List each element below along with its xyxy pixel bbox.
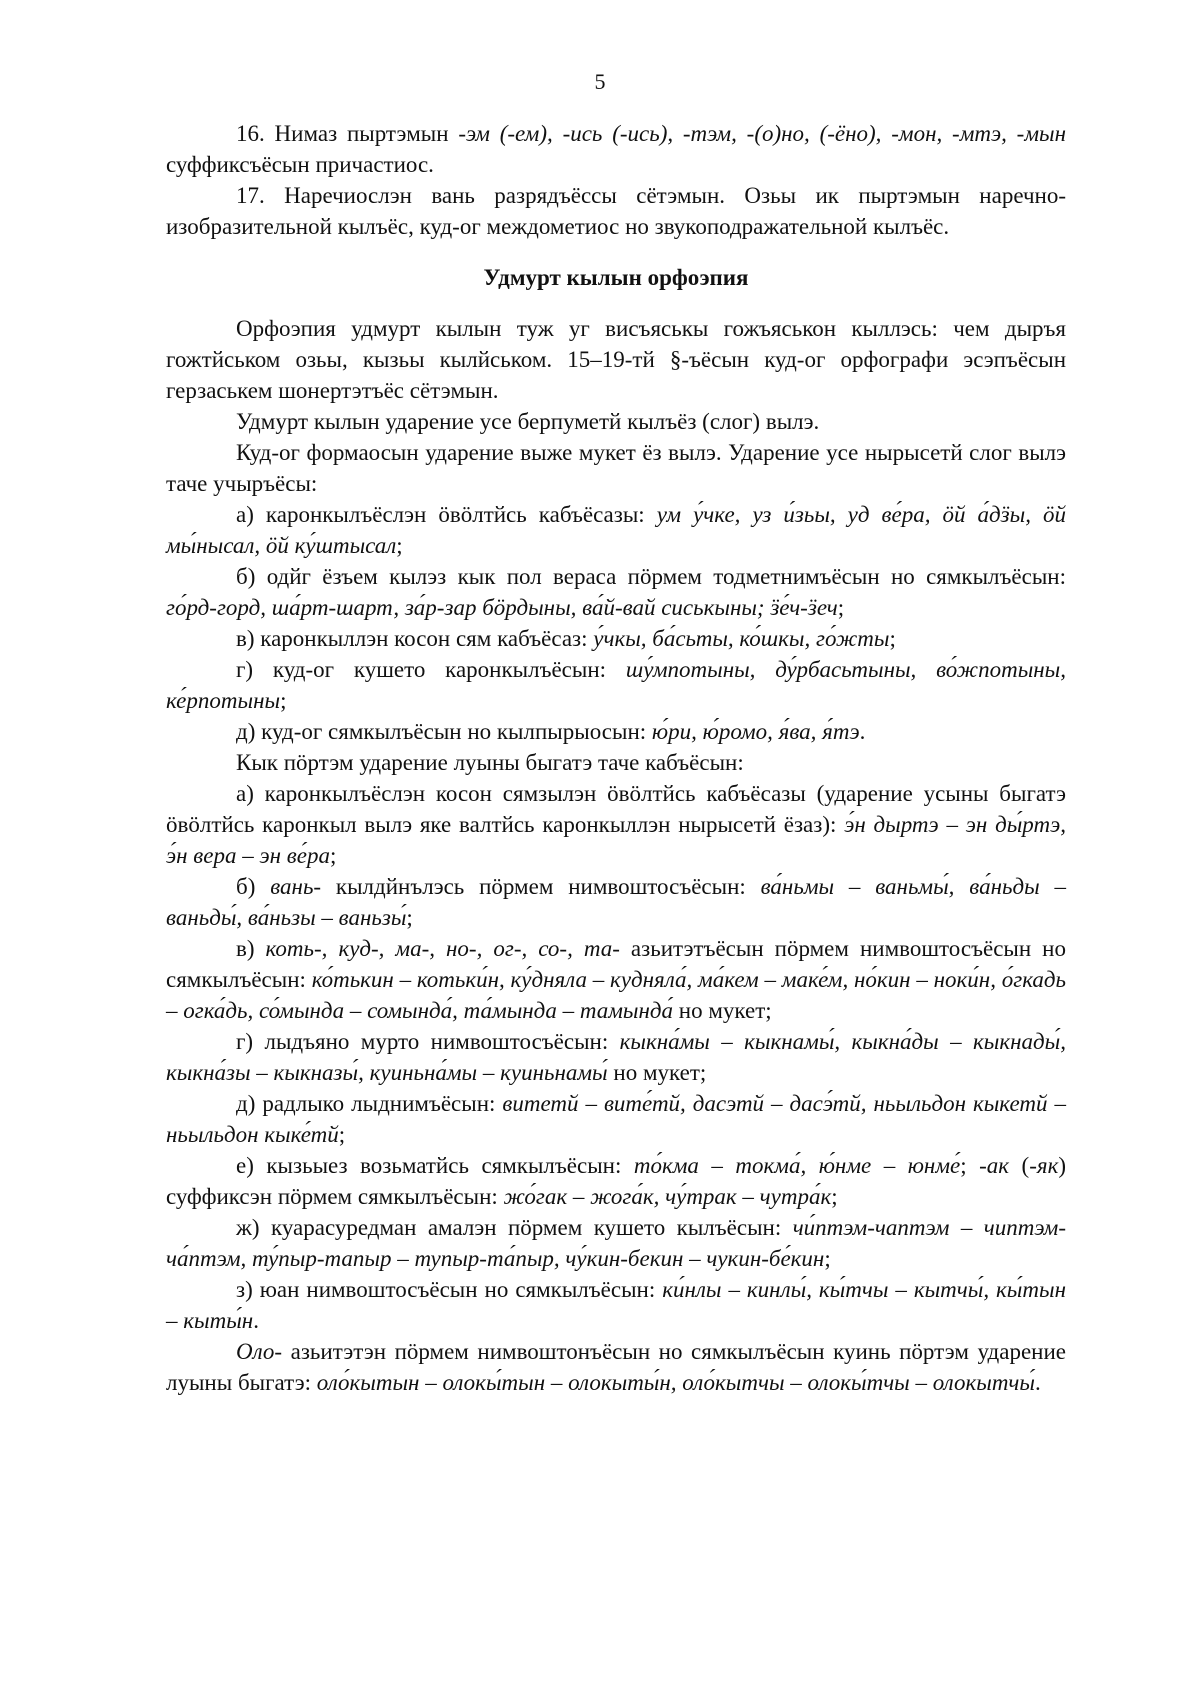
item-tail: но мукет; xyxy=(607,1060,707,1085)
item-lead: в) каронкыллэн косон сям кабъёсаз: xyxy=(236,626,594,651)
item-tail: ; xyxy=(824,1246,831,1271)
item-example: го́рд-горд, ша́рт-шарт, за́р-зар бӧрдыны, ва́й-вай сиськыны; ӟе́ч-ӟеч xyxy=(166,595,838,620)
item-tail: . xyxy=(253,1308,259,1333)
list2-item-b xyxy=(166,871,1066,933)
item-mid-3: ) суффиксэн пӧрмем сямкылъёсын: xyxy=(166,1153,1066,1209)
item-text: Наречиослэн вань разрядъёссы сётэмын. Озьы ик пыртэмын наречно-изобразительной кылъёс, куд-ог междометиос но звукоподражательной кылъёс. xyxy=(166,183,1066,239)
item-example-4: жо́гак – жога́к, чу́трак – чутра́к xyxy=(503,1184,832,1209)
list2-item-d xyxy=(166,1088,1066,1150)
item-number: 17. xyxy=(236,183,265,208)
item-example: ум у́чке, уз и́зьы, уд ве́ра, ӧй а́дӟы, ӧй мы́нысал, ӧй ку́штысал xyxy=(166,502,1066,558)
document-body xyxy=(166,118,1066,1398)
item-tail: суффиксъёсын причастиос. xyxy=(166,152,434,177)
item-tail: . xyxy=(859,719,866,744)
item-prefix: в) xyxy=(236,936,266,961)
item-tail: ; xyxy=(831,1184,838,1209)
item-example: э́н дыртэ – эн ды́ртэ, э́н вера – эн ве́ра xyxy=(166,812,1066,868)
item-number: 16. xyxy=(236,121,265,146)
page-number: 5 xyxy=(594,69,606,94)
item-tail: ; xyxy=(280,688,287,713)
item-lead-example: вань- xyxy=(270,874,322,899)
closing-example: оло́кытын – олокы́тын – олокыты́н, оло́кытчы – олокы́тчы – олокытчы́ xyxy=(316,1370,1035,1395)
item-example: шу́мпотыны, ду́рбасьтыны, во́жпотыны, ке́рпотыны xyxy=(166,657,1067,713)
item-lead: д) куд-ог сямкылъёсын но кылпырыосын: xyxy=(236,719,652,744)
list2-item-v xyxy=(166,933,1066,1026)
list-item-b xyxy=(166,561,1066,623)
item-text: Нимаз пыртэмын xyxy=(264,121,459,146)
item-lead: г) лыдъяно мурто нимвоштосъёсын: xyxy=(236,1029,620,1054)
list-item-d xyxy=(166,716,1066,747)
item-lead: азьитэтъёсын пӧрмем нимвоштосъёсын но сямкылъёсын: xyxy=(166,936,1066,992)
section-heading: Удмурт кылын орфоэпия xyxy=(483,265,749,290)
closing-lead: азьитэтэн пӧрмем нимвоштонъёсын но сямкылъёсын куинь пӧртэм ударение луыны быгатэ: xyxy=(166,1339,1066,1395)
item-lead-example: коть-, куд-, ма-, но-, ог-, со-, та- xyxy=(265,936,620,961)
item-example-2: -ак xyxy=(979,1153,1010,1178)
item-example: ки́нлы – кинлы́, кы́тчы – кытчы́, кы́тын – кыты́н xyxy=(166,1277,1066,1333)
list-item xyxy=(166,118,1066,180)
closing-prefix-example: Оло- xyxy=(236,1339,283,1364)
item-example: витетй – вите́тй, дасэтй – дасэ́тй, ньыльдон кыкетй – ньыльдон кыке́тй xyxy=(166,1091,1066,1147)
closing-tail: . xyxy=(1034,1370,1041,1395)
item-tail: ; xyxy=(396,533,403,558)
item-prefix: б) xyxy=(236,874,271,899)
item-italic: -эм (-ем), -ись (-ись), -тэм, -(о)но, (-ёно), -мон, -мтэ, -мын xyxy=(458,121,1066,146)
item-example: ко́тькин – котьки́н, ку́дняла – кудняла́, ма́кем – маке́м, но́кин – ноки́н, о́гкадь – огка́дь, со́мында – сомында́, та́мында – тамында́ xyxy=(166,967,1066,1023)
item-lead: а) каронкылъёслэн ӧвӧлтйсь кабъёсазы: xyxy=(236,502,657,527)
item-tail: ; xyxy=(889,626,896,651)
item-example: то́кма – токма́, ю́нме – юнме́ xyxy=(633,1153,961,1178)
item-mid: ; xyxy=(960,1153,980,1178)
intro-paragraph: Орфоэпия удмурт кылын туж уг висъяськы гожъяськон кыллэсь: чем дыръя гожтйськом озьы, кызьы кылйськом. 15–19-тй §-ъёсын куд-ог орфографи эсэпъёсын герзаськем шонертэтъёс сётэмын. xyxy=(166,316,1066,403)
item-example: ва́ньмы – ваньмы́, ва́ньды – ваньды́, ва́ньзы – ваньзы́ xyxy=(166,874,1066,930)
item-tail: ; xyxy=(338,1122,346,1147)
closing-paragraph xyxy=(166,1336,1066,1398)
item-lead: ж) куарасуредман амалэн пӧрмем кушето кылъёсын: xyxy=(236,1215,793,1240)
stress-paragraph-1: Удмурт кылын ударение усе берпуметй кылъёз (слог) вылэ. xyxy=(236,409,820,434)
item-lead: кылдйнълэсь пӧрмем нимвоштосъёсын: xyxy=(321,874,761,899)
list2-item-zh xyxy=(166,1212,1066,1274)
item-lead: з) юан нимвоштосъёсын но сямкылъёсын: xyxy=(236,1277,663,1302)
item-tail: ; xyxy=(330,843,337,868)
list2-item-e xyxy=(166,1150,1066,1212)
stress-paragraph-3: Кык пӧртэм ударение луыны быгатэ таче кабъёсын: xyxy=(236,750,744,775)
item-example: кыкна́мы – кыкнамы́, кыкна́ды – кыкнады́, кыкна́зы – кыкназы́, куиньна́мы – куиньнамы́ xyxy=(166,1029,1066,1085)
item-lead: д) радлыко лыднимъёсын: xyxy=(236,1091,503,1116)
list-item-g xyxy=(166,654,1066,716)
item-example-3: -як xyxy=(1029,1153,1059,1178)
list-item-a xyxy=(166,499,1066,561)
stress-paragraph-2: Куд-ог формаосын ударение выже мукет ёз вылэ. Ударение усе нырысетй слог вылэ таче учыръёсы: xyxy=(166,440,1066,496)
item-example: чи́птэм-чаптэм – чиптэм-ча́птэм, ту́пыр-тапыр – тупыр-та́пыр, чу́кин-бекин – чукин-бе́кин xyxy=(166,1215,1066,1271)
list2-item-g xyxy=(166,1026,1066,1088)
item-tail: ; xyxy=(406,905,413,930)
item-lead: г) куд-ог кушето каронкылъёсын: xyxy=(236,657,626,682)
item-lead: б) одйг ёзъем кылэз кык пол вераса пӧрмем тодметнимъёсын но сямкылъёсын: xyxy=(236,564,1066,589)
item-tail: но мукет; xyxy=(673,998,772,1023)
item-tail: ; xyxy=(837,595,845,620)
list-item xyxy=(166,180,1066,242)
list2-item-z xyxy=(166,1274,1066,1336)
item-example: ю́ри, ю́ромо, я́ва, я́тэ xyxy=(651,719,860,744)
item-lead: а) каронкылъёслэн косон сямзылэн ӧвӧлтйсь кабъёсазы (ударение усыны быгатэ ӧвӧлтйсь каронкыл вылэ яке валтйсь каронкыллэн нырысетй ёзаз): xyxy=(166,781,1066,837)
item-example: у́чкы, ба́сьты, ко́шкы, го́жты xyxy=(593,626,890,651)
item-lead: е) кызьыез возьматйсь сямкылъёсын: xyxy=(236,1153,634,1178)
item-mid-2: ( xyxy=(1009,1153,1030,1178)
list-item-v xyxy=(166,623,1066,654)
list2-item-a xyxy=(166,778,1066,871)
